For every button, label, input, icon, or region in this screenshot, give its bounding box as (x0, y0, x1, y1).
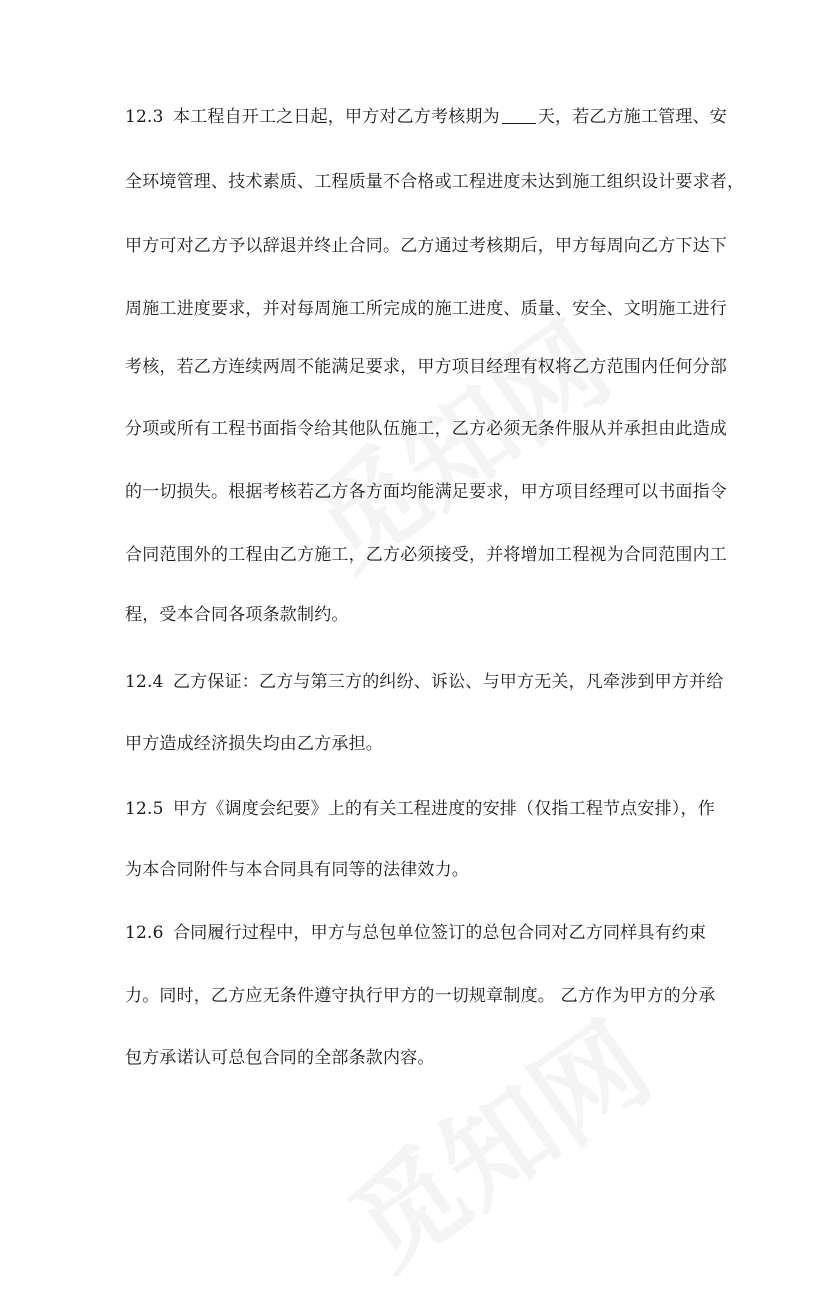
paragraph-line: 合同范围外的工程由乙方施工，乙方必须接受，并将增加工程视为合同范围内工 (125, 545, 727, 565)
paragraph-line: 力。同时，乙方应无条件遵守执行甲方的一切规章制度。 乙方作为甲方的分承 (125, 986, 716, 1006)
paragraph-line: 包方承诺认可总包合同的全部条款内容。 (125, 1048, 435, 1068)
clause-text: 天，若乙方施工管理、安 (537, 107, 728, 127)
paragraph-line: 分项或所有工程书面指令给其他队伍施工，乙方必须无条件服从并承担由此造成 (125, 419, 727, 439)
clause-text: 合同履行过程中，甲方与总包单位签订的总包合同对乙方同样具有约束 (173, 923, 707, 943)
clause-12-3-line-1 (125, 105, 728, 129)
clause-text: 乙方保证：乙方与第三方的纠纷、诉讼、与甲方无关，凡牵涉到甲方并给 (173, 672, 724, 692)
clause-number: 12.3 (125, 107, 164, 127)
paragraph-line: 为本合同附件与本合同具有同等的法律效力。 (125, 860, 469, 880)
clause-number: 12.5 (125, 799, 164, 819)
paragraph-line: 甲方造成经济损失均由乙方承担。 (125, 734, 383, 754)
paragraph-line: 周施工进度要求，并对每周施工所完成的施工进度、质量、安全、文明施工进行 (125, 299, 727, 319)
blank-field (502, 107, 536, 124)
clause-text: 本工程自开工之日起，甲方对乙方考核期为 (173, 107, 500, 127)
watermark (315, 980, 676, 1298)
clause-text: 甲方《调度会纪要》上的有关工程进度的安排（仅指工程节点安排），作 (173, 799, 715, 819)
clause-12-5-line-1 (125, 797, 725, 821)
clause-12-4-line-1 (125, 670, 725, 694)
clause-number: 12.6 (125, 923, 164, 943)
clause-12-6-line-1 (125, 921, 725, 945)
paragraph-line: 甲方可对乙方予以辞退并终止合同。乙方通过考核期后，甲方每周向乙方下达下 (125, 236, 727, 256)
clause-number: 12.4 (125, 672, 164, 692)
paragraph-line: 的一切损失。根据考核若乙方各方面均能满足要求，甲方项目经理可以书面指令 (125, 482, 727, 502)
paragraph-line: 考核，若乙方连续两周不能满足要求，甲方项目经理有权将乙方范围内任何分部 (125, 357, 727, 377)
paragraph-line: 程，受本合同各项条款制约。 (125, 605, 349, 625)
paragraph-line: 全环境管理、技术素质、工程质量不合格或工程进度未达到施工组织设计要求者， (125, 172, 745, 192)
